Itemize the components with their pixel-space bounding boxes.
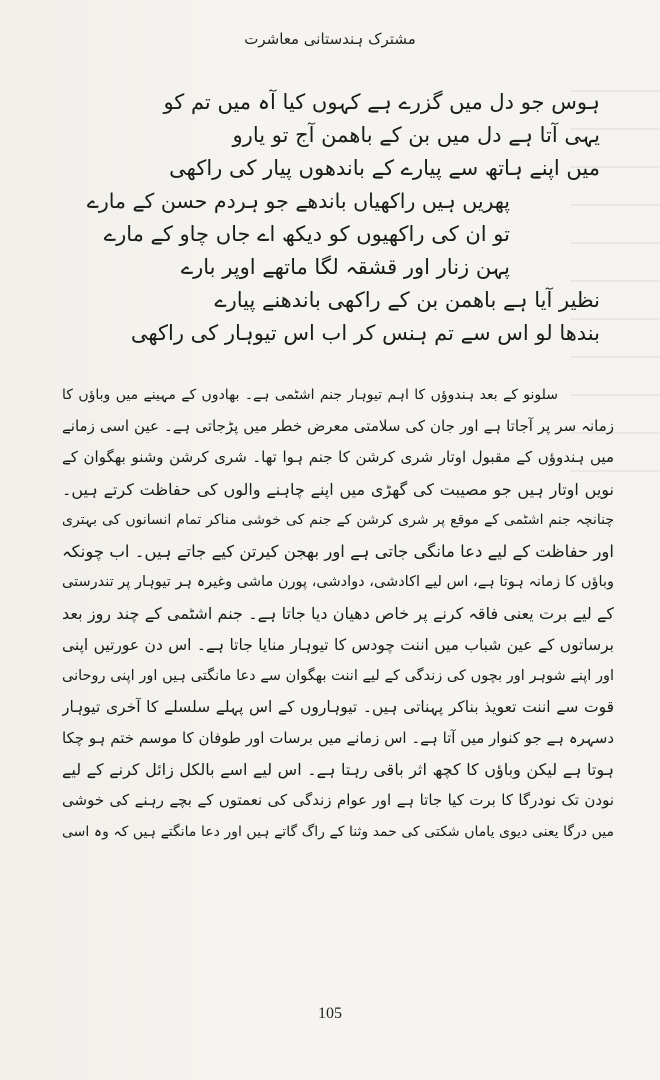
poem-verse: نظیر آیا ہے باھمن بن کے راکھی باندھنے پیارے <box>214 288 600 312</box>
running-header: مشترک ہندستانی معاشرت <box>244 30 416 48</box>
prose-line: کے لیے برت یعنی فاقہ کرنے پر خاص دھیان دیا جاتا ہے۔ جنم اشٹمی کے چند روز بعد <box>62 604 614 624</box>
prose-line: اور حفاظت کے لیے دعا مانگی جاتی ہے اور بھجن کیرتن کیے جاتے ہیں۔ اب چونکہ <box>62 541 614 561</box>
poem-verse: تو ان کی راکھیوں کو دیکھ اے جاں چاو کے مارے <box>103 222 510 246</box>
prose-line: ہوتا ہے لیکن وباؤں کا کچھ اثر باقی رہتا ہے۔ اس لیے اسے بالکل زائل کرنے کے لیے <box>62 760 614 780</box>
poem-verse: یہی آتا ہے دل میں بن کے باھمن آج تو یارو <box>232 123 600 147</box>
prose-line: نودن تک نودرگا کا برت کیا جاتا ہے اور عوام زندگی کی نعمتوں کے بچے رہنے کی خوشی <box>62 791 614 810</box>
poem-verse: پھریں ہیں راکھیاں باندھے جو ہردم حسن کے مارے <box>86 189 510 213</box>
poem-verse: میں اپنے ہاتھ سے پیارے کے باندھوں پیار کی راکھی <box>169 156 600 180</box>
poem-verse: پہن زنار اور قشقہ لگا ماتھے اوپر بارے <box>180 255 510 279</box>
prose-line: میں درگا یعنی دیوی یاماں شکتی کی حمد وثنا کے راگ گاتے ہیں اور دعا مانگتے ہیں کہ وہ اسی <box>62 823 614 840</box>
prose-line: سلونو کے بعد ہندوؤں کا اہم تیوہار جنم اشٹمی ہے۔ بھادوں کے مہینے میں وباؤں کا <box>62 387 558 403</box>
prose-line: زمانہ سر پر آجاتا ہے اور جان کی سلامتی معرض خطر میں پڑجاتی ہے۔ عین اسی زمانے <box>62 417 614 436</box>
prose-line: اور اپنے شوہر اور بچوں کی زندگی کے لیے اننت بھگوان سے دعا مانگتی ہیں اور اپنی روحانی <box>62 667 614 684</box>
prose-line: دسہرہ ہے جو کنوار میں آتا ہے۔ اس زمانے میں برسات اور طوفان کا موسم ختم ہو چکا <box>62 729 614 748</box>
prose-line: نویں اوتار ہیں جو مصیبت کی گھڑی میں اپنے چاہنے والوں کی حفاظت کرتے ہیں۔ <box>62 479 614 499</box>
prose-line: وباؤں کا زمانہ ہوتا ہے، اس لیے اکادشی، دوادشی، پورن ماشی وغیرہ ہر تیوہار پر تندرستی <box>62 574 614 591</box>
prose-paragraph <box>62 380 614 848</box>
prose-line: چنانچہ جنم اشٹمی کے موقع پر شری کرشن کے جنم کی خوشی مناکر تمام انسانوں کی بہتری <box>62 511 614 528</box>
prose-line: برساتوں کے عین شباب میں اننت چودس کا تیوہار منایا جاتا ہے۔ اس دن عورتیں اپنی <box>62 635 614 654</box>
page-number: 105 <box>318 1005 342 1022</box>
poem-verse: ہوس جو دل میں گزرے ہے کہوں کیا آہ میں تم کو <box>163 90 600 114</box>
poem-block <box>80 86 600 350</box>
prose-line: میں ہندوؤں کے مقبول اوتار شری کرشن کا جنم ہوا تھا۔ شری کرشن وشنو بھگوان کے <box>62 448 614 467</box>
prose-line: قوت سے اننت تعویذ بناکر پہناتی ہیں۔ تیوہاروں کے اس پہلے سلسلے کا آخری تیوہار <box>62 697 614 716</box>
poem-verse: بندھا لو اس سے تم ہنس کر اب اس تیوہار کی راکھی <box>130 321 600 345</box>
